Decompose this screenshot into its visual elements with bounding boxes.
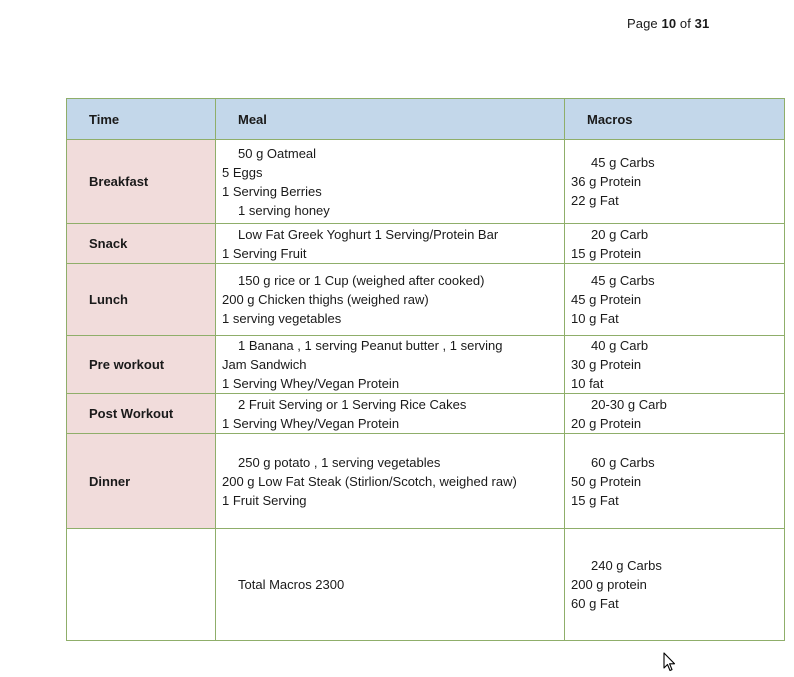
macros-lunch [565,264,785,336]
meal-total [216,529,565,641]
list-item: 10 g Fat [571,311,619,326]
page-total: 31 [694,16,710,31]
macros-total [565,529,785,641]
list-item: 45 g Protein [571,292,642,307]
meal-lunch [216,264,565,336]
table-row [67,140,785,224]
list-item: 1 Banana , 1 serving Peanut butter , 1 serving [238,338,503,353]
list-item: 20 g Carb [591,226,649,242]
table-row [67,434,785,529]
list-item: 1 Fruit Serving [222,492,307,508]
list-item: 5 Eggs [222,164,263,180]
list-item: 40 g Carb [591,338,649,353]
list-item: 45 g Carbs [591,273,655,288]
meal-pre-workout [216,336,565,394]
list-item: 36 g Protein [571,174,642,189]
macros-snack [565,224,785,264]
header-meal: Meal [216,99,565,140]
list-item: Low Fat Greek Yoghurt 1 Serving/Protein Bar [238,226,499,242]
list-item: 200 g Chicken thighs (weighed raw) [222,292,429,307]
list-item: 1 serving honey [238,202,330,218]
mouse-pointer-icon [663,652,677,677]
list-item: 50 g Oatmeal [238,145,317,161]
time-snack: Snack [67,224,216,264]
list-item: 10 fat [571,376,604,391]
list-item: Jam Sandwich [222,357,307,372]
table-row [67,264,785,336]
page-current: 10 [661,16,677,31]
page-number [627,16,709,31]
list-item: 1 Serving Whey/Vegan Protein [222,376,400,391]
time-post-workout: Post Workout [67,394,216,434]
page-of: of [679,16,691,31]
table-row [67,336,785,394]
meal-breakfast [216,140,565,224]
time-dinner: Dinner [67,434,216,529]
list-item: 1 Serving Berries [222,183,322,199]
list-item: 45 g Carbs [591,155,655,170]
table-row [67,224,785,264]
table-row [67,394,785,434]
total-macros-label: Total Macros 2300 [238,577,345,592]
header-macros: Macros [565,99,785,140]
list-item: 22 g Fat [571,193,619,208]
time-breakfast: Breakfast [67,140,216,224]
macros-pre-workout [565,336,785,394]
time-lunch: Lunch [67,264,216,336]
macros-dinner [565,434,785,529]
list-item: 60 g Carbs [591,454,655,470]
list-item: 2 Fruit Serving or 1 Serving Rice Cakes [238,396,467,412]
list-item: 15 g Protein [571,245,642,261]
list-item: 250 g potato , 1 serving vegetables [238,454,441,470]
macros-breakfast [565,140,785,224]
list-item: 150 g rice or 1 Cup (weighed after cooked) [238,273,485,288]
table-header-row [67,99,785,140]
meal-post-workout [216,394,565,434]
list-item: 30 g Protein [571,357,642,372]
time-total [67,529,216,641]
macros-post-workout [565,394,785,434]
list-item: 1 serving vegetables [222,311,342,326]
list-item: 240 g Carbs [591,558,662,573]
time-pre-workout: Pre workout [67,336,216,394]
header-time: Time [67,99,216,140]
list-item: 1 Serving Fruit [222,245,307,261]
list-item: 200 g protein [571,577,647,592]
meal-dinner [216,434,565,529]
list-item: 50 g Protein [571,473,642,489]
list-item: 20 g Protein [571,415,642,431]
list-item: 1 Serving Whey/Vegan Protein [222,415,400,431]
list-item: 200 g Low Fat Steak (Stirlion/Scotch, weighed raw) [222,473,517,489]
meal-snack [216,224,565,264]
list-item: 60 g Fat [571,596,619,611]
table-row [67,529,785,641]
list-item: 20-30 g Carb [591,396,667,412]
list-item: 15 g Fat [571,492,619,508]
meal-plan-table [66,98,785,641]
page-prefix: Page [627,16,658,31]
